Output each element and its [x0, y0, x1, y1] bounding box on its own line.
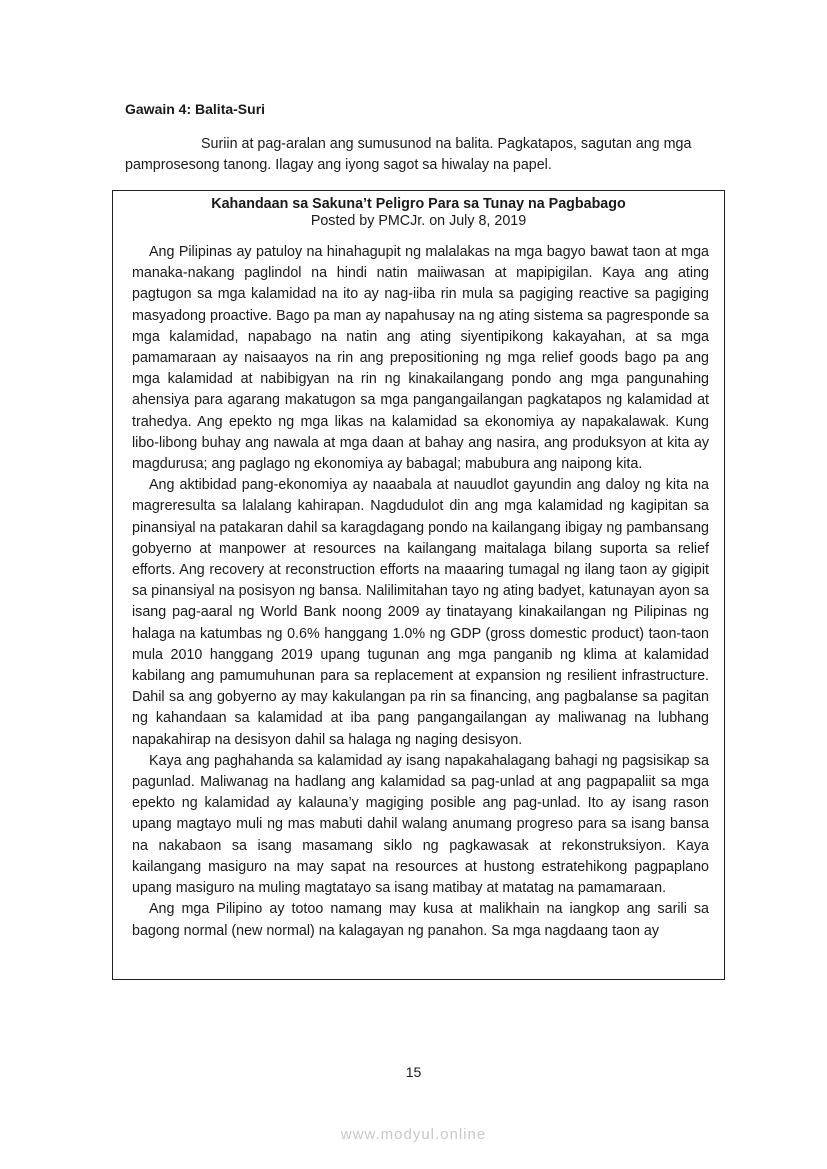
article-title: Kahandaan sa Sakuna’t Peligro Para sa Tunay na Pagbabago [211, 196, 626, 212]
watermark: www.modyul.online [340, 1126, 487, 1143]
article-body [132, 242, 709, 942]
page-number: 15 [405, 1064, 422, 1080]
article-paragraph: Ang Pilipinas ay patuloy na hinahagupit ng malalakas na mga bagyo bawat taon at mga manaka-nakang paglindol na hindi natin maiiwasan at mapipigilan. Kaya ang ating pagtugon sa mga kalamidad na ito ay nag-iiba rin mula sa pagiging reactive sa pagiging masyadong proactive. Bago pa man ay napahusay na ng ating sistema sa pagresponde sa mga kalamidad, napabago na natin ang ating siyentipikong kakayahan, at sa mga pamamaraan ay naisaayos na rin ang prepositioning ng mga relief goods bago pa ang mga kalamidad at nabibigyan na rin ng kinakailangang pondo ang mga pangunahing ahensiya para agarang makatugon sa mga pangangailangan pagkatapos ng kalamidad at trahedya. Ang epekto ng mga likas na kalamidad sa ekonomiya ay napakalawak. Kung libo-libong buhay ang nawala at mga daan at bahay ang nasira, ang produksyon at kita ay magdurusa; ang paglago ng ekonomiya ay babagal; mabubura ang naipong kita. [132, 244, 709, 473]
article-byline: Posted by PMCJr. on July 8, 2019 [310, 213, 527, 229]
article-paragraph: Kaya ang paghahanda sa kalamidad ay isang napakahalagang bahagi ng pagsisikap sa pagunlad. Maliwanag na hadlang ang kalamidad sa pag-unlad at ang pagpapaliit sa mga epekto ng kalamidad ay kalauna’y magiging posible ang pag-unlad. Ito ay isang rason upang magtayo muli ng mas mabuti dahil walang anumang progreso para sa isang bansa na nakabaon sa isang masamang siklo ng pagkawasak at rekonstruksiyon. Kaya kailangang masiguro na may sapat na resources at hustong estratehikong pagpaplano upang masiguro na muling magtatayo sa isang matibay at matatag na pamamaraan. [132, 752, 709, 897]
activity-instructions: Suriin at pag-aralan ang sumusunod na balita. Pagkatapos, sagutan ang mga pamprosesong tanong. Ilagay ang iyong sagot sa hiwalay na papel. [125, 136, 692, 173]
article-paragraph: Ang mga Pilipino ay totoo namang may kusa at malikhain na iangkop ang sarili sa bagong normal (new normal) na kalagayan ng panahon. Sa mga nagdaang taon ay [132, 901, 709, 939]
activity-heading: Gawain 4: Balita-Suri [125, 101, 266, 117]
news-article-box [112, 190, 725, 980]
article-paragraph: Ang aktibidad pang-ekonomiya ay naaabala at nauudlot gayundin ang daloy ng kita na magreresulta sa lalalang kahirapan. Nagdudulot din ang mga kalamidad ng kagipitan sa pinansiyal na patakaran dahil sa karagdagang pondo na kailangang ibigay ng pambansang gobyerno at manpower at resources na kailangang maitalaga bilang suporta sa relief efforts. Ang recovery at reconstruction efforts na maaaring tumagal ng ilang taon ay gigipit sa pinansiyal na posisyon ng bansa. Nalilimitahan tayo ng ating badyet, katunayan ayon sa isang pag-aaral ng World Bank noong 2009 ay tinatayang kinakailangan ng Pilipinas ng halaga na katumbas ng 0.6% hanggang 1.0% ng GDP (gross domestic product) taon-taon mula 2010 hanggang 2019 upang tugunan ang mga panganib ng klima at kalamidad kabilang ang pamumuhunan para sa replacement at expansion ng resilient infrastructure. Dahil sa ang gobyerno ay may kakulangan pa rin sa financing, ang pagbalanse sa pagitan ng kahandaan sa kalamidad at iba pang pangangailangan ay maliwanag na lubhang napakahirap na desisyon dahil sa halaga ng naging desisyon. [132, 477, 709, 748]
